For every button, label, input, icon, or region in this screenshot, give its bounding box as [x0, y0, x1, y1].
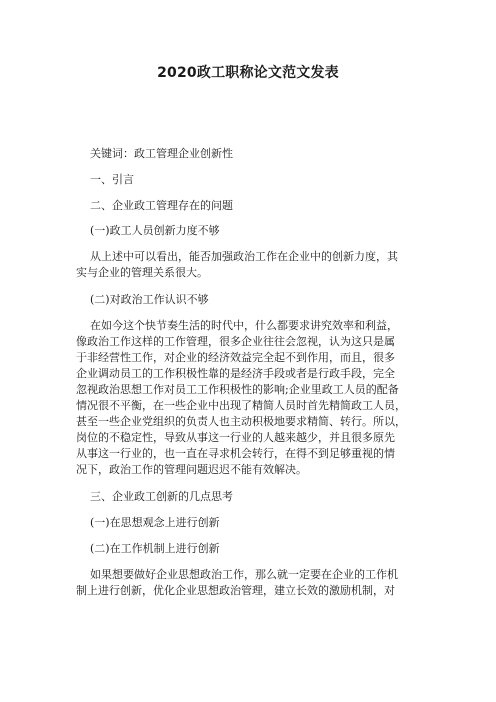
subheading-mechanism-innovation: (二)在工作机制上进行创新 — [90, 542, 220, 555]
subheading-ideology-innovation: (一)在思想观念上进行创新 — [90, 516, 220, 529]
paragraph-efficiency-era: 在如今这个快节奏生活的时代中，什么都要求讲究效率和利益， 像政治工作这样的工作管理，很多企业往往会忽视，认为这只是属 于非经营性工作，对企业的经济效益完全起不到作用，而且，很多 企业调动员工的工作积极性靠的是经济手段或者是行政手段，完全 忽视政治思想工作对员工工作积极性的影响;企业里政工人员的配备 情况很不平衡，在一些企业中出现了精简人员时首先精简政工人员， 甚至一些企业党组织的负责人也主动积极地要求精简、转行。所以， 岗位的不稳定性，导致从事这一行业的人越来越少，并且很多原先 从事这一行业的，也一直在寻求机会转行，在得不到足够重视的情 况下，政治工作的管理问题迟迟不能有效解决。 — [76, 319, 406, 476]
heading-innovation-thoughts: 三、企业政工创新的几点思考 — [90, 490, 233, 503]
paragraph-management-relation: 从上述中可以看出，能否加强政治工作在企业中的创新力度，其 实与企业的管理关系很大。 — [76, 250, 398, 279]
keywords-line: 关键词：政工管理企业创新性 — [90, 147, 233, 160]
paragraph-work-mechanism: 如果想要做好企业思想政治工作，那么就一定要在企业的工作机 制上进行创新，优化企业思想政治管理，建立长效的激励机制，对 — [76, 568, 398, 597]
subheading-insufficient-awareness: (二)对政治工作认识不够 — [90, 293, 209, 306]
document-title: 2020政工职称论文范文发表 — [157, 65, 339, 81]
heading-problems: 二、企业政工管理存在的问题 — [90, 199, 233, 212]
heading-introduction: 一、引言 — [90, 173, 134, 186]
subheading-innovation-lacking: (一)政工人员创新力度不够 — [90, 224, 220, 237]
